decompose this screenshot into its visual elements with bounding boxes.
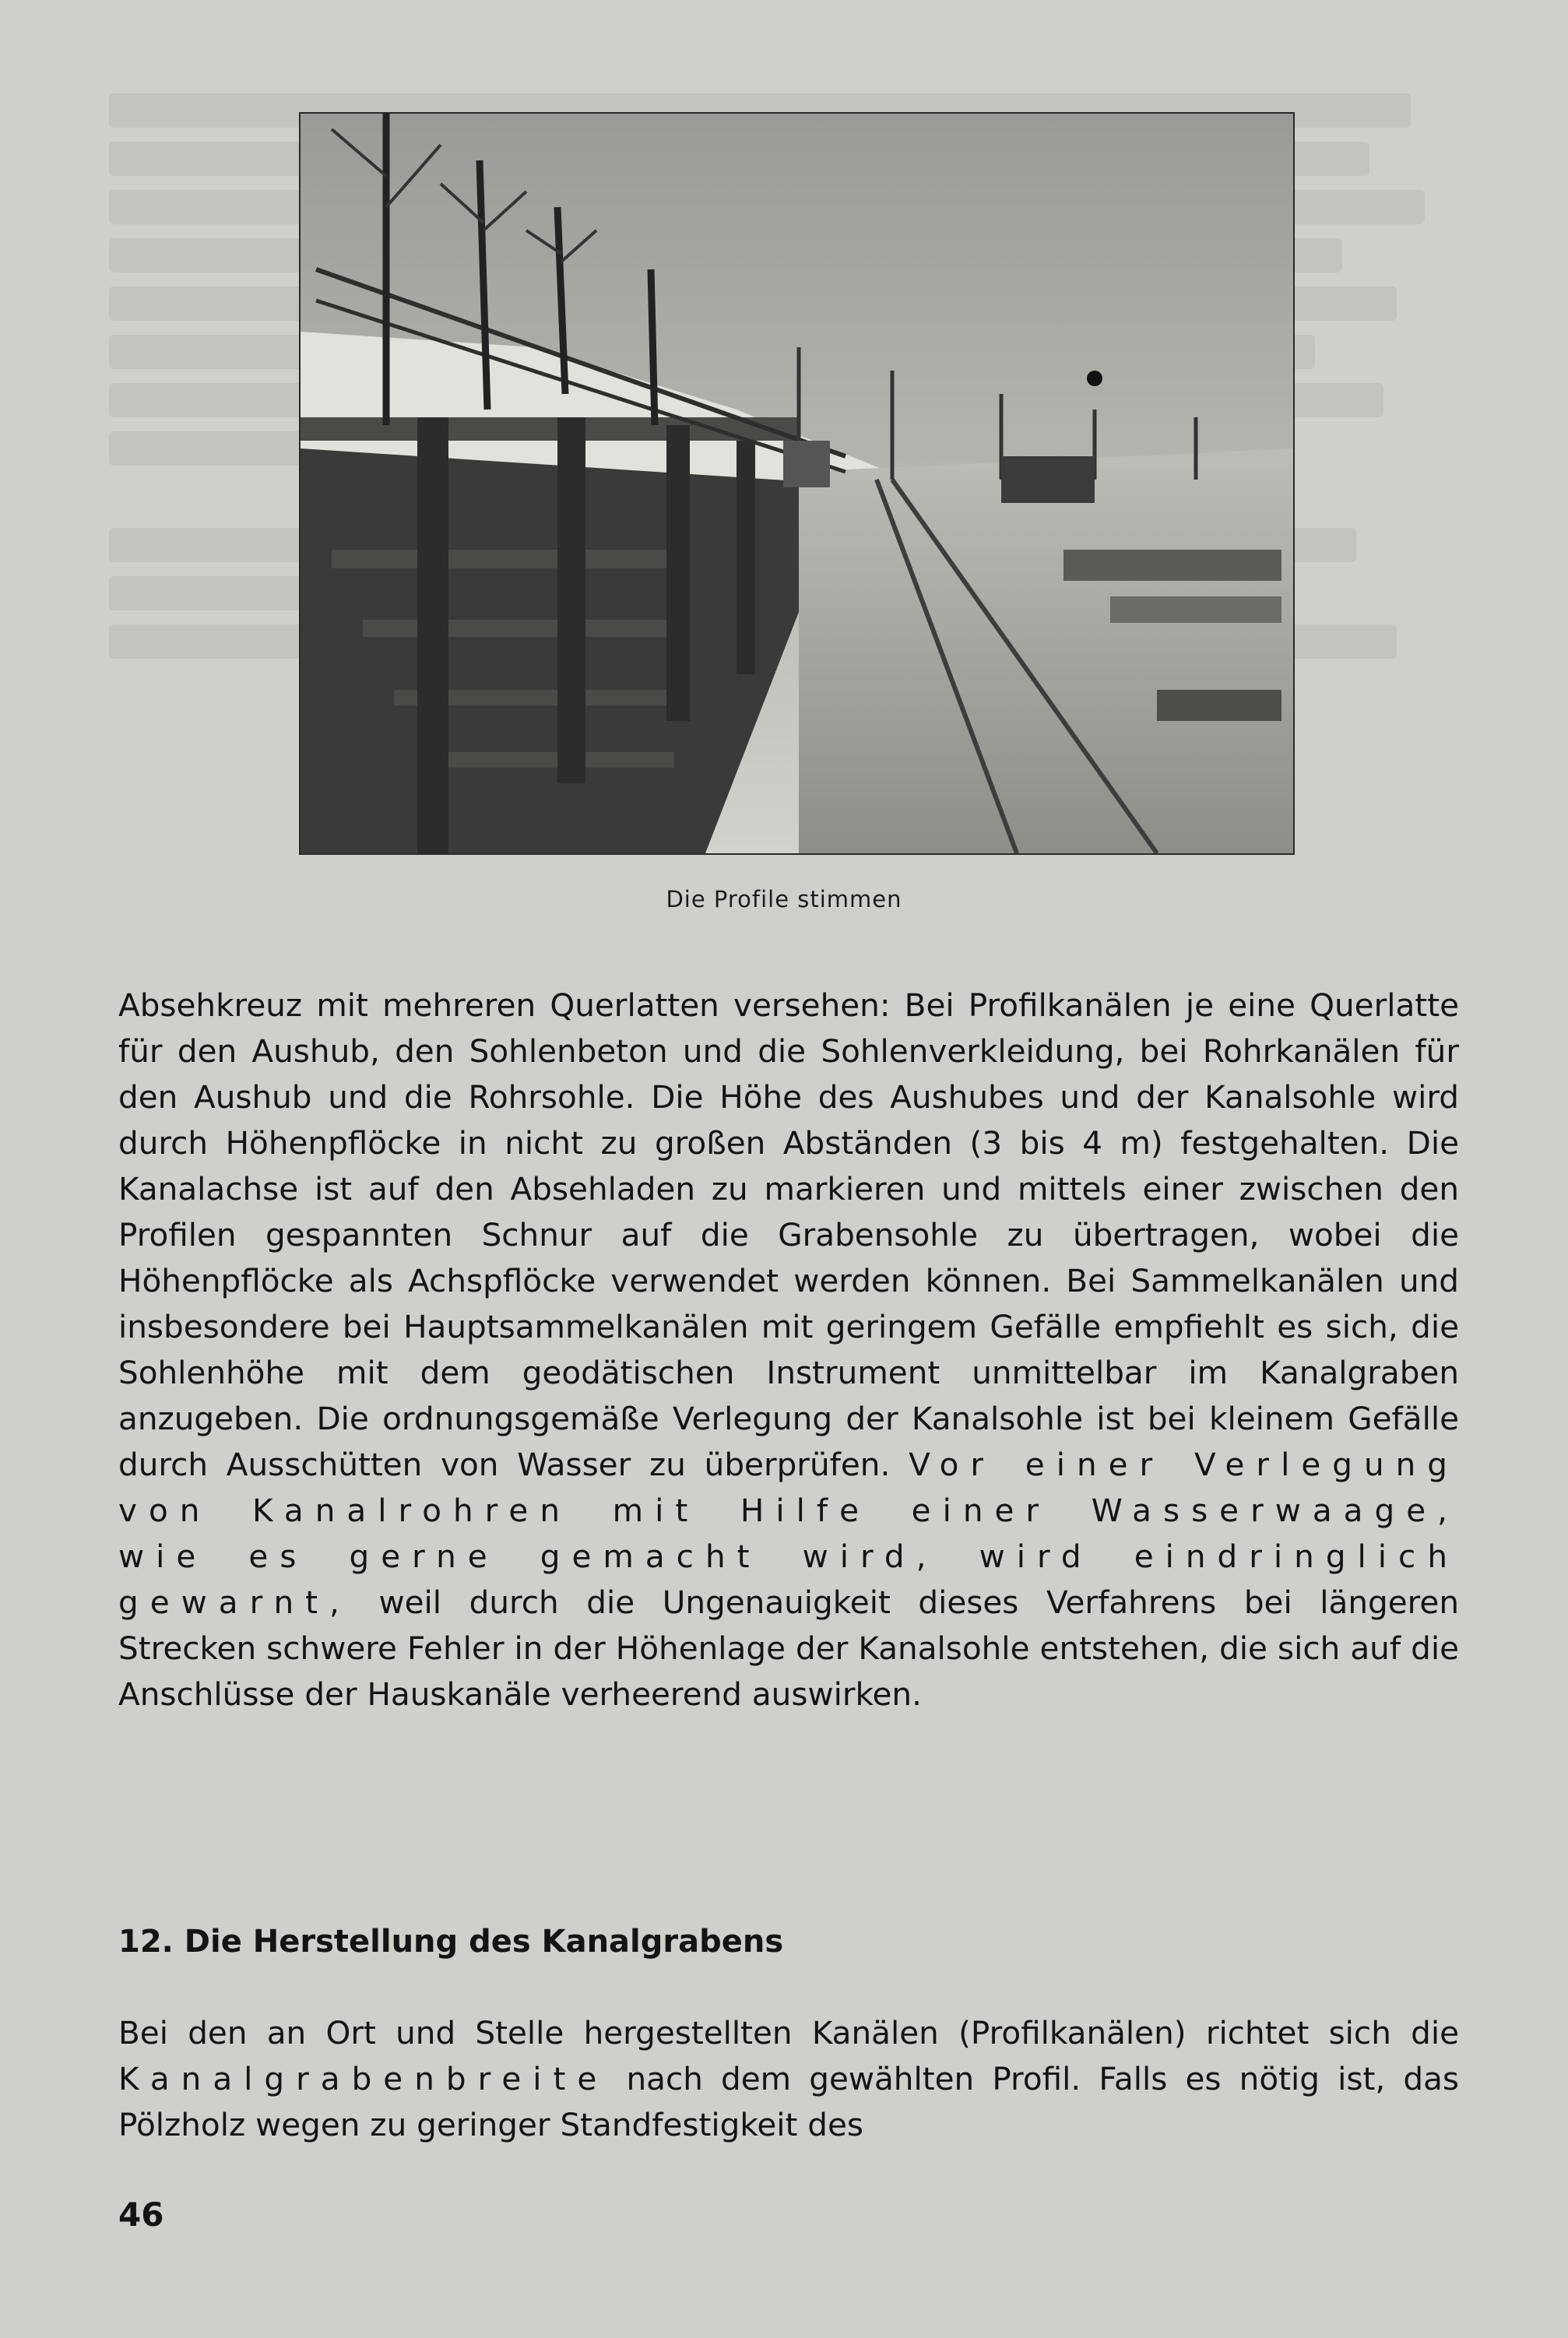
paragraph-1-text-a: Absehkreuz mit mehreren Querlatten versehen: Bei Profilkanälen je eine Querlatte für den Aushub, den Sohlenbeton und die Sohlenverkleidung, bei Rohrkanälen für den Aushub und die Rohrsohle. Die Höhe des Aushubes und der Kanalsohle wird durch Höhenpflöcke in nicht zu großen Abständen (3 bis 4 m) festgehalten. Die Kanalachse ist auf den Absehladen zu markieren und mittels einer zwischen den Profilen gespannten Schnur auf die Grabensohle zu übertragen, wobei die Höhenpflöcke als Achspflöcke verwendet werden können. Bei Sammelkanälen und insbesondere bei Hauptsammelkanälen mit geringem Gefälle empfiehlt es sich, die Sohlenhöhe mit dem geodätischen Instrument unmittelbar im Kanalgraben anzugeben. Die ordnungsgemäße Verlegung der Kanalsohle ist bei kleinem Gefälle durch Ausschütten von Wasser zu überprüfen.: [118, 986, 1459, 1483]
paragraph-2-text-a: Bei den an Ort und Stelle hergestellten Kanälen (Profilkanälen) richtet sich die: [118, 2014, 1459, 2051]
page-number: 46: [118, 2196, 164, 2234]
section-heading: 12. Die Herstellung des Kanalgrabens: [118, 1924, 784, 1960]
paragraph-1-spaced-emphasis: Vor einer Verlegung von Kanalrohren mit Hilfe einer Wasserwaage, wie es gerne gemacht wird, wird eindringlich gewarnt,: [118, 1446, 1459, 1621]
paragraph-1-text-b: weil durch die Ungenauigkeit dieses Verfahrens bei längeren Strecken schwere Fehler in der Höhenlage der Kanalsohle entstehen, die sich auf die Anschlüsse der Hauskanäle verheerend auswirken.: [118, 1584, 1459, 1713]
paragraph-2-text-b: nach dem gewählten Profil. Falls es nötig ist, das Pölzholz wegen zu geringer Standfestigkeit des: [118, 2060, 1459, 2143]
body-paragraph-2: [118, 2010, 1459, 2148]
paragraph-2-spaced-emphasis: Kanalgrabenbreite: [118, 2060, 609, 2097]
figure-caption: Die Profile stimmen: [666, 886, 902, 912]
body-paragraph-1: [118, 983, 1459, 1717]
construction-photo: [301, 114, 1293, 853]
